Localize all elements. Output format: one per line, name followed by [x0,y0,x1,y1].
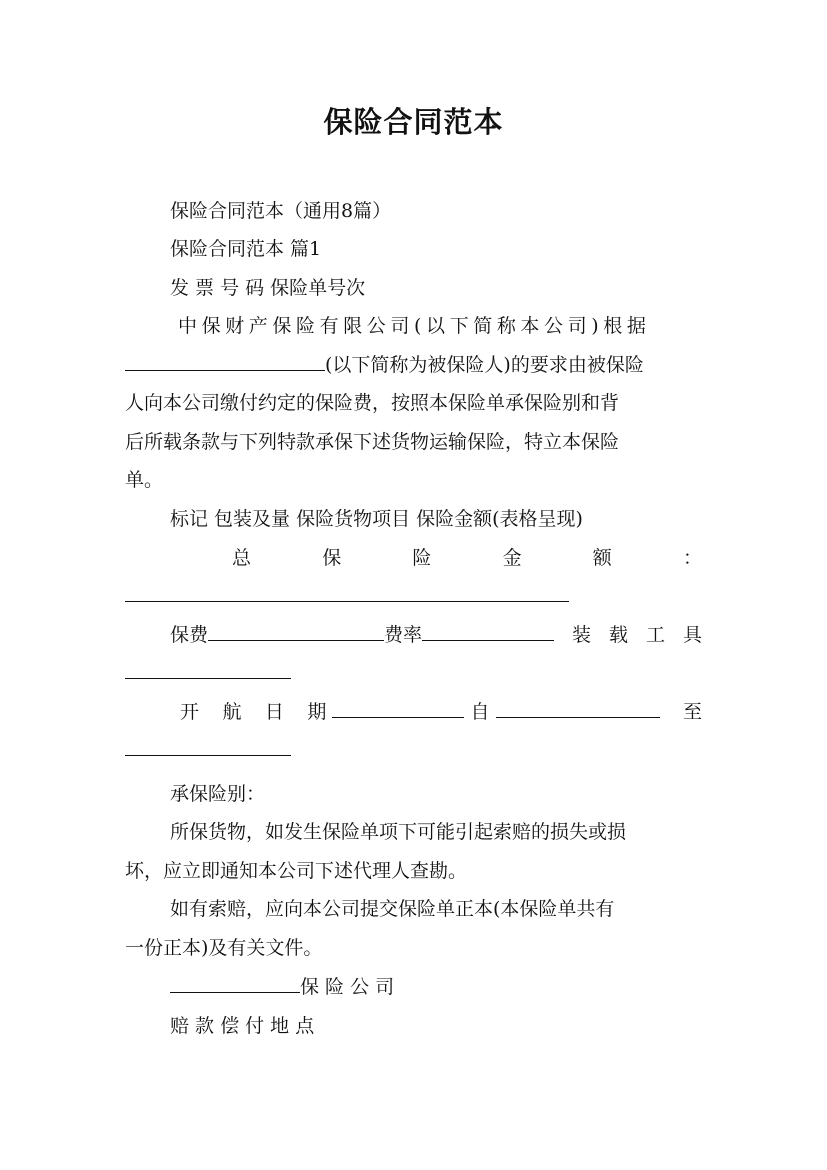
coverage-label: 承保险别： [170,783,266,805]
to-line [125,731,702,769]
document-subtitle: 保险合同范本（通用8篇） [170,200,392,222]
date-blank [332,693,464,718]
para3-line2: 一份正本)及有关文件。 [125,937,323,959]
total-char-2: 保 [322,547,342,569]
tool-char-2: 载 [608,624,628,646]
sailing-line [180,693,702,731]
date-char-3: 日 [264,701,284,723]
to-blank [125,731,291,756]
premium-line [170,616,702,654]
total-char-3: 险 [412,547,432,569]
premium-blank [208,616,384,641]
para1-line3: 人向本公司缴付约定的保险费，按照本保险单承保险别和背 [125,392,620,414]
tool-blank [125,654,291,679]
company-blank [170,968,300,993]
total-insured-label [232,539,702,577]
para2-line1: 所保货物，如发生保险单项下可能引起索赔的损失或损 [170,821,627,843]
date-char-4: 期 [307,701,327,723]
total-insured-blank [125,577,569,602]
tool-char-1: 装 [572,624,592,646]
para2-line2: 坏，应立即通知本公司下述代理人查勘。 [125,860,468,882]
date-char-1: 开 [180,701,200,723]
para1-line1 [178,307,702,345]
total-char-4: 金 [502,547,522,569]
premium-label: 保费 [170,624,209,646]
tool-char-3: 工 [645,624,665,646]
table-line: 标记 包装及量 保险货物项目 保险金额(表格呈现) [170,508,583,530]
tool-line [125,654,702,692]
rate-blank [422,616,554,641]
para1-line2-text: (以下简称为被保险人)的要求由被保险 [325,354,644,376]
insured-name-blank [125,346,325,371]
invoice-line: 发 票 号 码 保险单号次 [170,277,366,299]
para1-line5: 单。 [125,469,164,491]
total-insured-line [125,577,702,615]
tool-char-4: 具 [682,624,702,646]
premium-group [170,616,554,654]
total-char-1: 总 [232,547,252,569]
to-label: 至 [682,701,702,723]
date-char-2: 航 [222,701,242,723]
section-heading: 保险合同范本 篇1 [170,238,322,260]
payment-place: 赔 款 偿 付 地 点 [170,1015,315,1037]
para1-line4: 后所载条款与下列特款承保下述货物运输保险，特立本保险 [125,431,620,453]
document-title: 保险合同范本 [323,105,504,139]
para1-line1-text: 中保财产保险有限公司(以下简称本公司)根据 [178,315,651,337]
from-blank [496,693,660,718]
from-label: 自 [470,701,490,723]
date-group [307,693,659,731]
total-char-5: 额 [592,547,612,569]
para3-line1: 如有索赔，应向本公司提交保险单正本(本保险单共有 [170,898,615,920]
company-line [170,968,702,1006]
company-label: 保 险 公 司 [300,976,395,998]
rate-label: 费率 [384,624,423,646]
para1-line2 [125,346,702,384]
total-char-6: ： [682,547,702,569]
